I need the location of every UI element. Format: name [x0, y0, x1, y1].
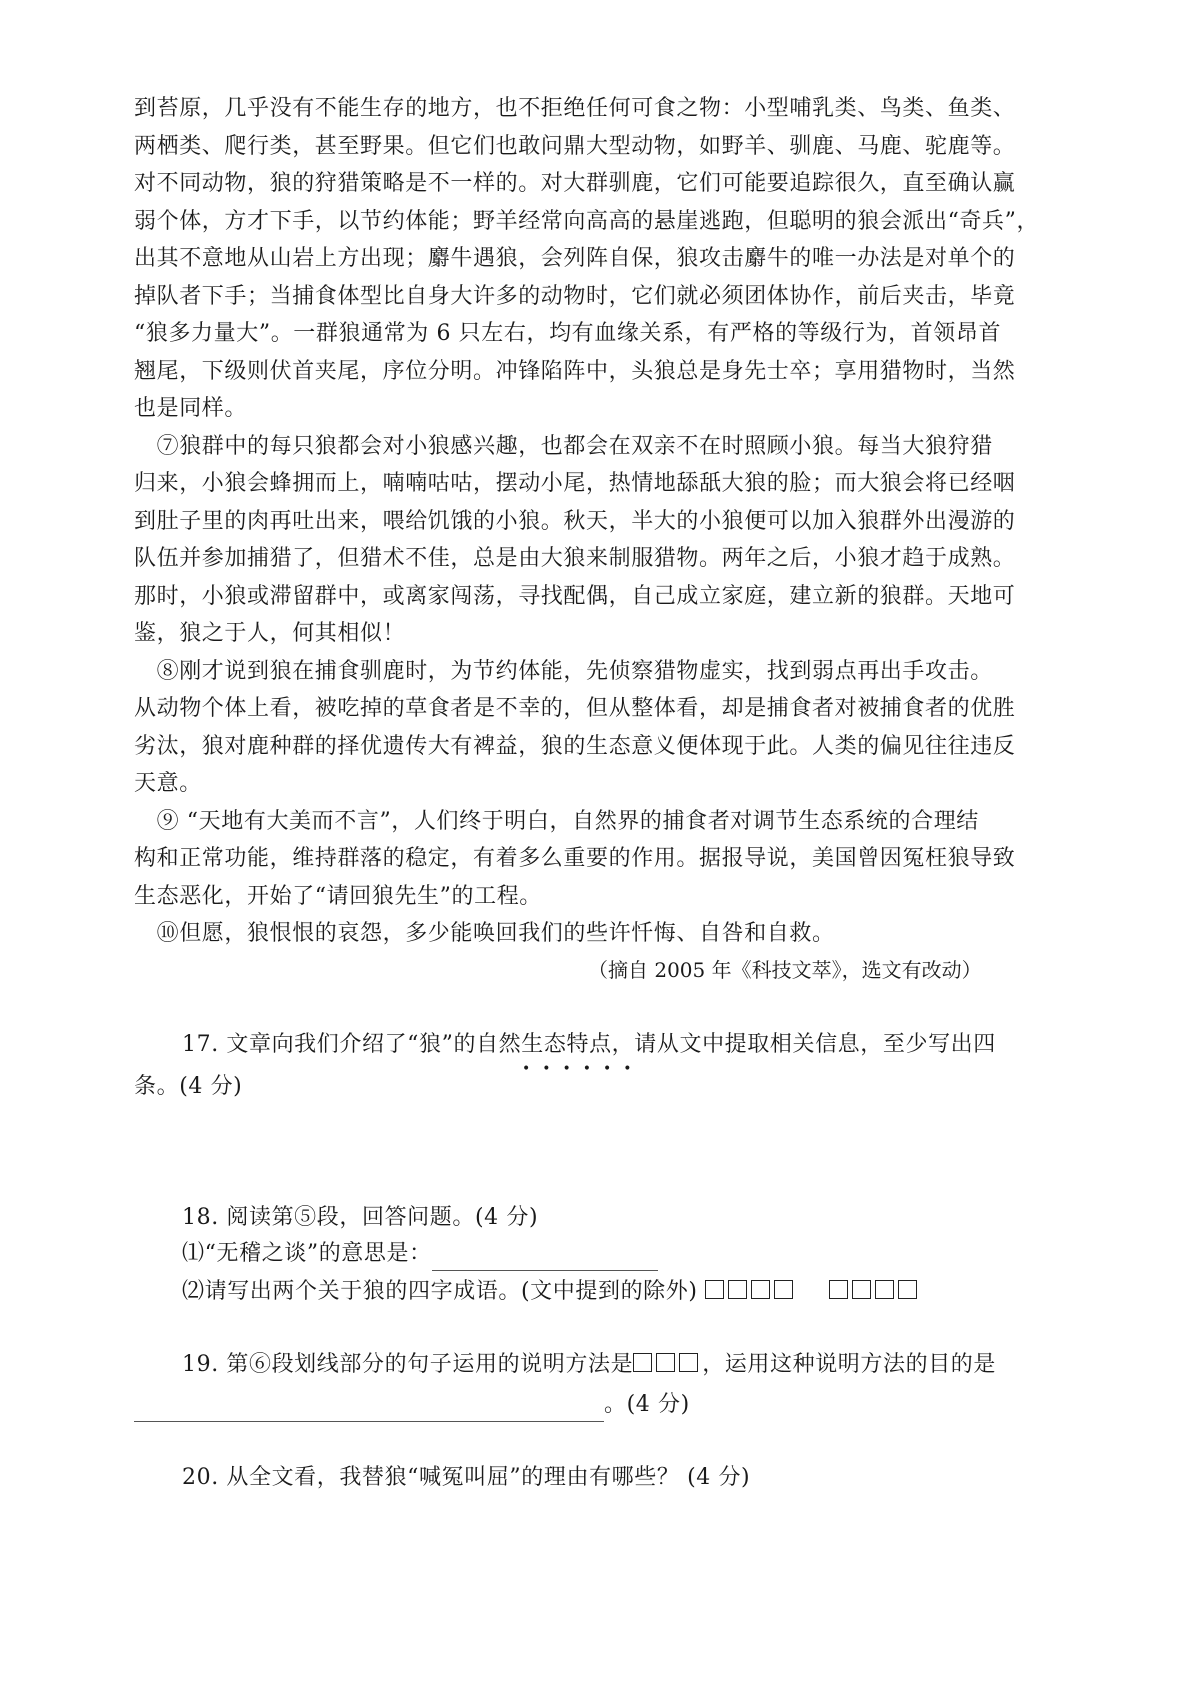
answer-boxes[interactable]: [633, 1348, 702, 1382]
article-line: “狼多力量大”。一群狼通常为 6 只左右，均有血缘关系，有严格的等级行为，首领昂首: [134, 321, 1002, 346]
article-source: （摘自 2005 年《科技文萃》，选文有改动）: [588, 958, 982, 982]
article-line: 构和正常功能，维持群落的稳定，有着多么重要的作用。据报导说，美国曾因冤枉狼导致: [134, 846, 1016, 871]
question-17-text: 17. 文章向我们介绍了“狼”的自然生态特点，请从文中提取相关信息，至少写出四: [182, 1032, 996, 1057]
article-line: ⑦狼群中的每只狼都会对小狼感兴趣，也都会在双亲不在时照顾小狼。每当大狼狩猎: [134, 434, 993, 459]
question-19-text: [182, 1348, 1082, 1382]
article-line: 那时，小狼或滞留群中，或离家闯荡，寻找配偶，自己成立家庭，建立新的狼群。天地可: [134, 584, 1016, 609]
article-line: 到肚子里的肉再吐出来，喂给饥饿的小狼。秋天，半大的小狼便可以加入狼群外出漫游的: [134, 509, 1016, 534]
article-line: 从动物个体上看，被吃掉的草食者是不幸的，但从整体看，却是捕食者对被捕食者的优胜: [134, 696, 1016, 721]
emphasis-dots: ••••••: [522, 1061, 644, 1077]
article-line: 对不同动物，狼的狩猎策略是不一样的。对大群驯鹿，它们可能要追踪很久，直至确认赢: [134, 171, 1016, 196]
article-line: 到苔原，几乎没有不能生存的地方，也不拒绝任何可食之物：小型哺乳类、鸟类、鱼类、: [134, 96, 1016, 121]
question-18-part-1-text: ⑴“无稽之谈”的意思是：: [182, 1241, 432, 1266]
article-line: 出其不意地从山岩上方出现；麝牛遇狼，会列阵自保，狼攻击麝牛的唯一办法是对单个的: [134, 246, 1016, 271]
article-line: 两栖类、爬行类，甚至野果。但它们也敢问鼎大型动物，如野羊、驯鹿、马鹿、驼鹿等。: [134, 134, 1016, 159]
article-line: 队伍并参加捕猎了，但猎术不佳，总是由大狼来制服猎物。两年之后，小狼才趋于成熟。: [134, 546, 1016, 571]
article-line: 也是同样。: [134, 396, 248, 421]
question-18-part-2-text: ⑵请写出两个关于狼的四字成语。(文中提到的除外): [182, 1279, 698, 1304]
question-19-text-a: 19. 第⑥段划线部分的句子运用的说明方法是: [182, 1352, 634, 1377]
question-17-text-cont: 条。(4 分): [134, 1074, 243, 1099]
article-line: ⑧刚才说到狼在捕食驯鹿时，为节约体能，先侦察猎物虚实，找到弱点再出手攻击。: [134, 659, 993, 684]
answer-boxes[interactable]: [829, 1275, 921, 1309]
question-19-text-b: ，运用这种说明方法的目的是: [702, 1352, 996, 1377]
answer-boxes[interactable]: [705, 1275, 797, 1309]
answer-blank[interactable]: [134, 1395, 604, 1422]
question-19-text-cont: [134, 1388, 1074, 1422]
question-18-part-1: [182, 1237, 1122, 1271]
question-18-part-2: [182, 1275, 1122, 1309]
answer-blank[interactable]: [432, 1244, 658, 1271]
article-line: 归来，小狼会蜂拥而上，喃喃咕咕，摆动小尾，热情地舔舐大狼的脸；而大狼会将已经咽: [134, 471, 1016, 496]
article-line: 翘尾，下级则伏首夹尾，序位分明。冲锋陷阵中，头狼总是身先士卒；享用猎物时，当然: [134, 359, 1016, 384]
article-line: 天意。: [134, 771, 202, 796]
question-20: 20. 从全文看，我替狼“喊冤叫屈”的理由有哪些？ (4 分): [182, 1465, 751, 1490]
article-line: 鉴，狼之于人，何其相似！: [134, 621, 406, 646]
article-line: 掉队者下手；当捕食体型比自身大许多的动物时，它们就必须团体协作，前后夹击，毕竟: [134, 284, 1016, 309]
article-line: ⑩但愿，狼恨恨的哀怨，多少能唤回我们的些许忏悔、自咎和自救。: [134, 921, 835, 946]
article-line: ⑨ “天地有大美而不言”，人们终于明白，自然界的捕食者对调节生态系统的合理结: [134, 809, 979, 834]
question-18-title: 18. 阅读第⑤段，回答问题。(4 分): [182, 1205, 539, 1230]
article-line: 弱个体，方才下手，以节约体能；野羊经常向高高的悬崖逃跑，但聪明的狼会派出“奇兵”，: [134, 209, 1040, 234]
article-line: 生态恶化，开始了“请回狼先生”的工程。: [134, 884, 542, 909]
article-line: 劣汰，狼对鹿种群的择优遗传大有裨益，狼的生态意义便体现于此。人类的偏见往往违反: [134, 734, 1016, 759]
question-19-text-end: 。(4 分): [604, 1392, 690, 1417]
